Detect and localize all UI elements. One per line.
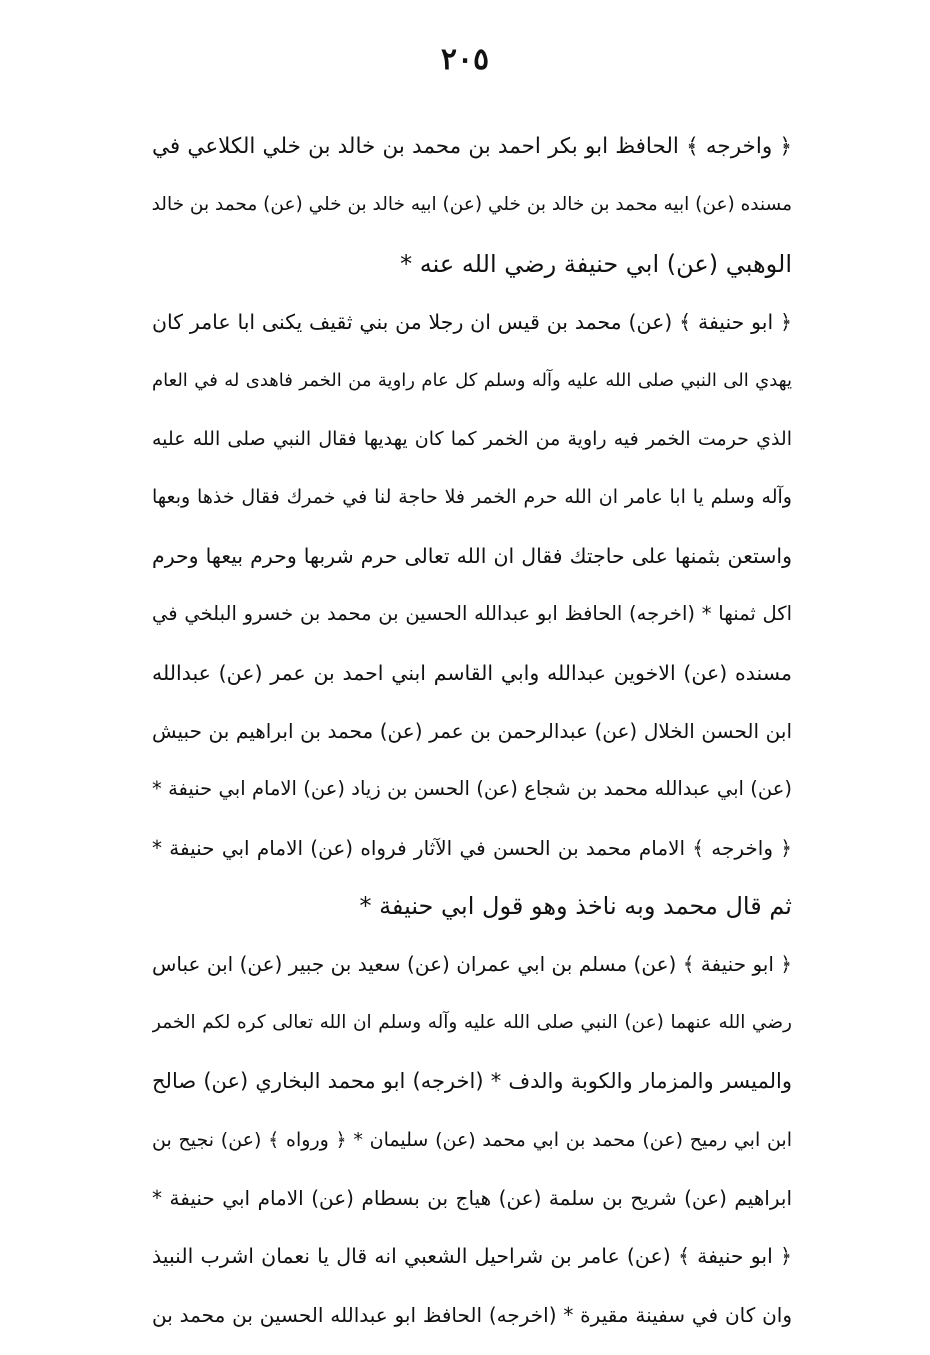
text-line: ﴿ ابو حنيفة ﴾ (عن) مسلم بن ابي عمران (عن) سعيد بن جبير (عن) ابن عباس	[152, 952, 792, 977]
text-line: ابن ابي رميح (عن) محمد بن ابي محمد (عن) سليمان * ﴿ ورواه ﴾ (عن) نجيح بن	[152, 1128, 792, 1151]
text-body	[152, 118, 792, 1344]
text-line: ثم قال محمد وبه ناخذ وهو قول ابي حنيفة *	[359, 892, 792, 921]
text-line: رضي الله عنهما (عن) النبي صلى الله عليه وآله وسلم ان الله تعالى كره لكم الخمر	[152, 1011, 792, 1033]
text-line: الذي حرمت الخمر فيه راوية من الخمر كما كان يهديها فقال النبي صلى الله عليه	[152, 427, 792, 450]
text-line: ﴿ ابو حنيفة ﴾ (عن) عامر بن شراحيل الشعبي انه قال يا نعمان اشرب النبيذ	[152, 1244, 792, 1269]
text-line: مسنده (عن) ابيه محمد بن خالد بن خلي (عن) ابيه خالد بن خلي (عن) محمد بن خالد	[152, 194, 792, 216]
text-line: الوهبي (عن) ابي حنيفة رضي الله عنه *	[400, 249, 792, 278]
text-line: وآله وسلم يا ابا عامر ان الله حرم الخمر فلا حاجة لنا في خمرك فقال خذها وبعها	[152, 486, 792, 509]
text-line: ابن الحسن الخلال (عن) عبدالرحمن بن عمر (عن) محمد بن ابراهيم بن حبيش	[152, 718, 792, 743]
text-line: يهدي الى النبي صلى الله عليه وآله وسلم كل عام راوية من الخمر فاهدى له في العام	[152, 369, 792, 391]
text-line: مسنده (عن) الاخوين عبدالله وابي القاسم ابني احمد بن عمر (عن) عبدالله	[152, 660, 792, 685]
text-line: ﴿ واخرجه ﴾ الامام محمد بن الحسن في الآثار فرواه (عن) الامام ابي حنيفة *	[152, 835, 792, 860]
page-number: ٢٠٥	[440, 42, 490, 77]
text-line: اكل ثمنها * (اخرجه) الحافظ ابو عبدالله الحسين بن محمد بن خسرو البلخي في	[152, 602, 792, 626]
text-line: وان كان في سفينة مقيرة * (اخرجه) الحافظ ابو عبدالله الحسين بن محمد بن	[152, 1302, 792, 1327]
text-line: ﴿ ابو حنيفة ﴾ (عن) محمد بن قيس ان رجلا من بني ثقيف يكنى ابا عامر كان	[152, 310, 792, 335]
text-line: واستعن بثمنها على حاجتك فقال ان الله تعالى حرم شربها وحرم بيعها وحرم	[152, 543, 792, 568]
text-line: ابراهيم (عن) شريح بن سلمة (عن) هياج بن بسطام (عن) الامام ابي حنيفة *	[152, 1186, 792, 1211]
text-line: (عن) ابي عبدالله محمد بن شجاع (عن) الحسن بن زياد (عن) الامام ابي حنيفة *	[152, 777, 792, 801]
text-line: ﴿ واخرجه ﴾ الحافظ ابو بكر احمد بن محمد بن خالد بن خلي الكلاعي في	[152, 134, 792, 159]
text-line: والميسر والمزمار والكوبة والدف * (اخرجه) ابو محمد البخاري (عن) صالح	[152, 1069, 792, 1094]
